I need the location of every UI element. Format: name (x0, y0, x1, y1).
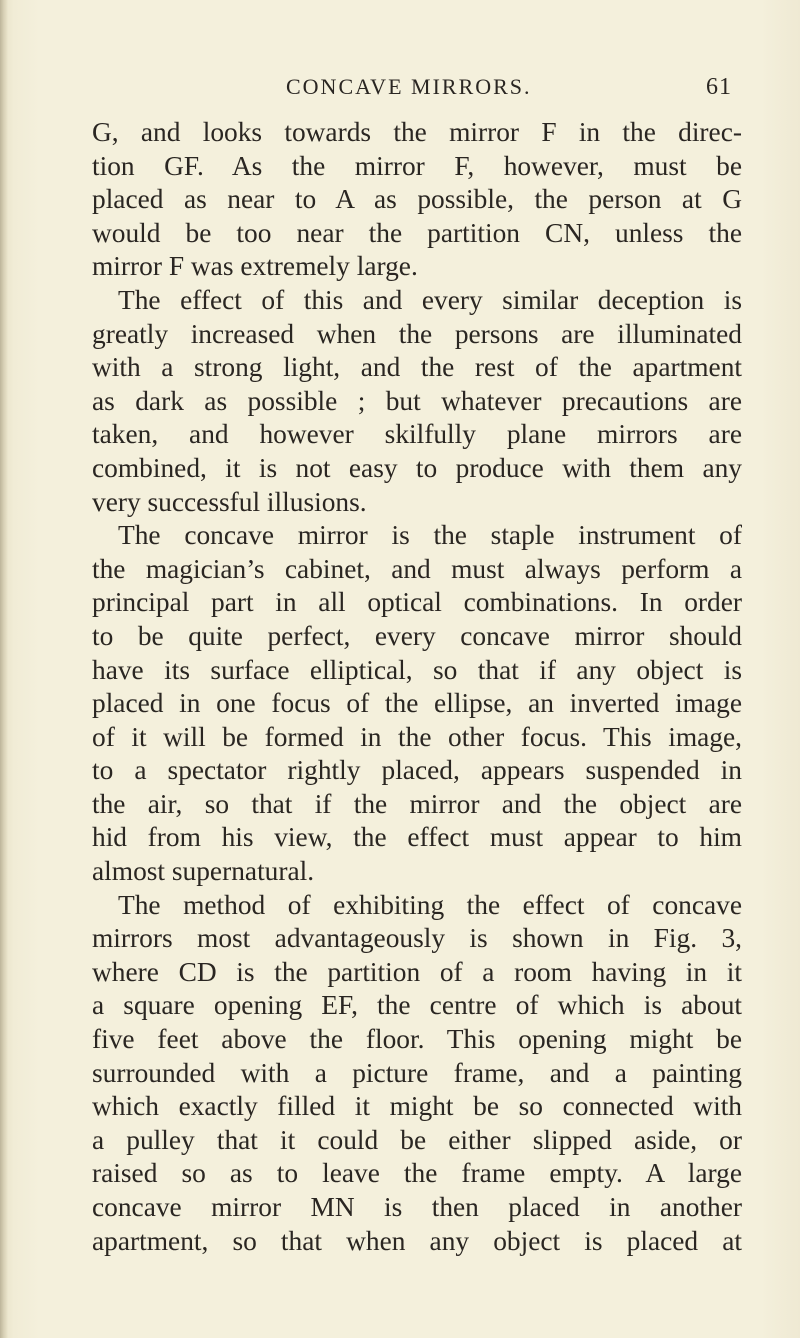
text-line: the magician’s cabinet, and must always perform a (92, 553, 742, 584)
text-line: greatly increased when the persons are illuminated (92, 318, 742, 349)
text-line: mirrors most advantageously is shown in Fig. 3, (92, 923, 742, 954)
text-line: where CD is the partition of a room having in it (92, 956, 742, 987)
text-line: a pulley that it could be either slipped aside, or (92, 1124, 742, 1155)
paragraph-start-line: The effect of this and every similar deception is (118, 284, 742, 315)
text-line: with a strong light, and the rest of the apartment (92, 352, 742, 383)
text-line: placed in one focus of the ellipse, an inverted image (92, 688, 742, 719)
text-line: the air, so that if the mirror and the object are (92, 788, 742, 819)
text-line: very successful illusions. (92, 486, 367, 517)
text-line: would be too near the partition CN, unless the (92, 217, 742, 248)
text-line: principal part in all optical combinations. In order (92, 587, 742, 618)
text-line: tion GF. As the mirror F, however, must be (92, 150, 742, 181)
text-line: of it will be formed in the other focus. This image, (92, 721, 742, 752)
text-line: to a spectator rightly placed, appears suspended in (92, 755, 742, 786)
text-line: have its surface elliptical, so that if any object is (92, 654, 742, 685)
running-head (96, 74, 736, 108)
text-line: almost supernatural. (92, 856, 315, 887)
text-line: as dark as possible ; but whatever precautions are (92, 385, 742, 416)
text-line: concave mirror MN is then placed in another (92, 1192, 742, 1222)
body-text (92, 116, 742, 1258)
text-line: surrounded with a picture frame, and a painting (92, 1057, 742, 1088)
text-line: combined, it is not easy to produce with them any (92, 452, 742, 483)
text-line: a square opening EF, the centre of which is about (92, 990, 742, 1021)
text-line: hid from his view, the effect must appear to him (92, 822, 742, 853)
text-line: G, and looks towards the mirror F in the direc- (92, 117, 742, 147)
text-line: taken, and however skilfully plane mirrors are (92, 419, 742, 450)
page-binding-edge (0, 0, 8, 1338)
text-line: raised so as to leave the frame empty. A large (92, 1158, 742, 1189)
paragraph-start-line: The method of exhibiting the effect of concave (118, 889, 742, 920)
paragraph-start-line: The concave mirror is the staple instrument of (118, 520, 742, 551)
page-number: 61 (706, 74, 732, 100)
text-line: five feet above the floor. This opening might be (92, 1024, 742, 1055)
text-line: placed as near to A as possible, the person at G (92, 184, 742, 215)
text-line: apartment, so that when any object is placed at (92, 1225, 742, 1256)
text-line: which exactly filled it might be so connected with (92, 1091, 742, 1122)
text-line: to be quite perfect, every concave mirror should (92, 620, 742, 651)
running-title: CONCAVE MIRRORS. (286, 74, 532, 99)
text-line: mirror F was extremely large. (92, 251, 418, 282)
